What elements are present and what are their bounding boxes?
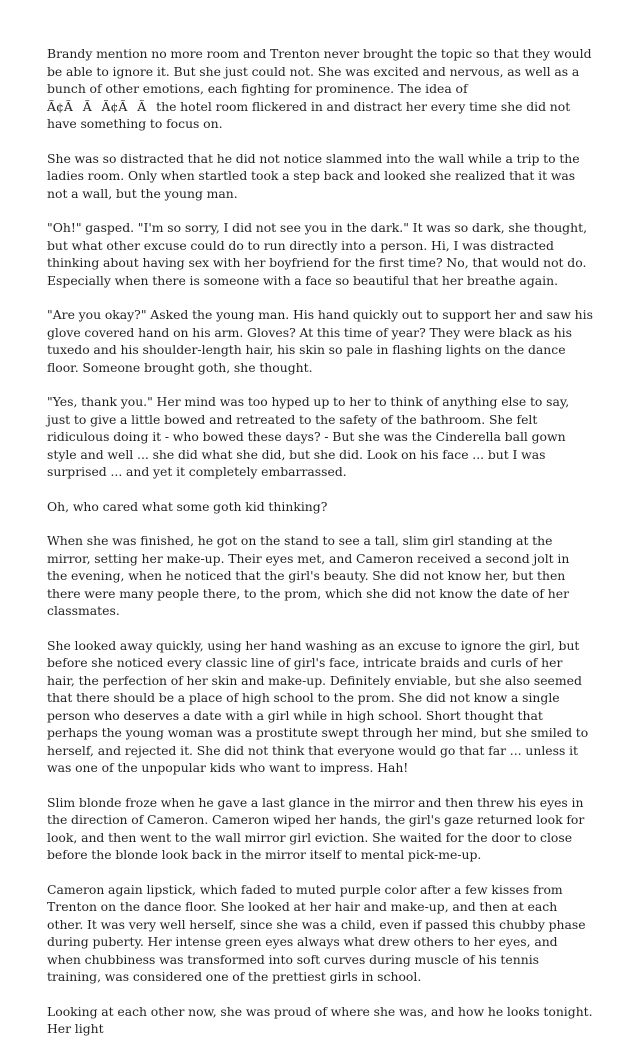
document-page xyxy=(47,45,593,1055)
paragraph: "Yes, thank you." Her mind was too hyped up to her to think of anything else to say, just to give a little bowed and retreated to the safety of the bathroom. She felt ridiculous doing it - who bowed these days? - But she was the Cinderella ball gown style and well ... she did what she did, but she did. Look on his face ... but I was surprised ... and yet it completely embarrassed. xyxy=(47,394,570,479)
paragraph: She was so distracted that he did not notice slammed into the wall while a trip to the ladies room. Only when startled took a step back and looked she realized that it was not a wall, but the young man. xyxy=(47,150,580,201)
paragraph: Looking at each other now, she was proud of where she was, and how he looks tonight. Her light xyxy=(47,1003,593,1036)
paragraph: She looked away quickly, using her hand washing as an excuse to ignore the girl, but before she noticed every classic line of girl's face, intricate braids and curls of her hair, the perfection of her skin and make-up. Definitely enviable, but she also seemed that there should be a place of high school to the prom. She did not know a single person who deserves a date with a girl while in high school. Short thought that perhaps the young woman was a prostitute swept through her mind, but she smiled to herself, and rejected it. She did not think that everyone would go that far ... unless it was one of the unpopular kids who want to impress. Hah! xyxy=(47,637,589,775)
paragraph: Cameron again lipstick, which faded to muted purple color after a few kisses from Trenton on the dance floor. She looked at her hair and make-up, and then at each other. It was very well herself, since she was a child, even if passed this chubby phase during puberty. Her intense green eyes always what drew others to her eyes, and when chubbiness was transformed into soft curves during muscle of his tennis training, was considered one of the prettiest girls in school. xyxy=(47,881,586,984)
paragraph: Slim blonde froze when he gave a last glance in the mirror and then threw his eyes in the direction of Cameron. Cameron wiped her hands, the girl's gaze returned look for look, and then went to the wall mirror girl eviction. She waited for the door to close before the blonde look back in the mirror itself to mental pick-me-up. xyxy=(47,794,585,862)
paragraph: Brandy mention no more room and Trenton never brought the topic so that they would be able to ignore it. But she just could not. She was excited and nervous, as well as a bunch of other emotions, each fighting for prominence. The idea of Ã¢ÃÃÃ¢ÃÃthe hotel room flickered in and distract her every time she did not have something to focus on. xyxy=(47,46,592,131)
paragraph: "Oh!" gasped. "I'm so sorry, I did not see you in the dark." It was so dark, she thought, but what other excuse could do to run directly into a person. Hi, I was distracted thinking about having sex with her boyfriend for the first time? No, that would not do. Especially when there is someone with a face so beautiful that her breathe again. xyxy=(47,220,588,288)
paragraph: "Are you okay?" Asked the young man. His hand quickly out to support her and saw his glove covered hand on his arm. Gloves? At this time of year? They were black as his tuxedo and his shoulder-length hair, his skin so pale in flashing lights on the dance floor. Someone brought goth, she thought. xyxy=(47,307,593,375)
paragraph: Oh, who cared what some goth kid thinking? xyxy=(47,498,328,514)
paragraph: When she was finished, he got on the stand to see a tall, slim girl standing at the mirror, setting her make-up. Their eyes met, and Cameron received a second jolt in the evening, when he noticed that the girl's beauty. She did not know her, but then there were many people there, to the prom, which she did not know the date of her classmates. xyxy=(47,533,570,618)
